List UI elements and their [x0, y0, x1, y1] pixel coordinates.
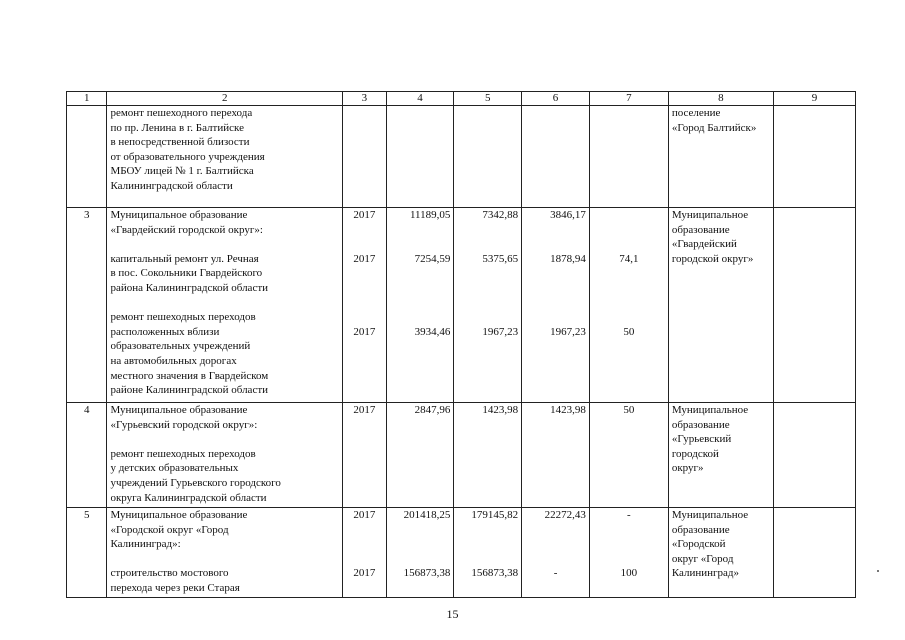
page-number: 15 [446, 607, 459, 621]
value-cell [522, 208, 590, 403]
percent-cell: 50 [589, 403, 668, 508]
table-row [67, 106, 856, 208]
description-line: «Гвардейский городской округ»: [110, 223, 263, 236]
description-line: на автомобильных дорогах [110, 354, 237, 367]
organization-line: «Гвардейский [671, 238, 737, 251]
amount-value: 156873,38 [403, 567, 451, 580]
year-value: 2017 [353, 209, 376, 221]
spacer [110, 432, 339, 447]
value-cell [454, 508, 522, 598]
description-line: ремонт пешеходных переходов [110, 447, 256, 460]
value-cell: 1423,98 [454, 403, 522, 508]
description-line: по пр. Ленина в г. Балтийске [110, 121, 244, 134]
amount-value: 7254,59 [414, 252, 451, 265]
percent-cell [589, 106, 668, 208]
amount-value: 3934,46 [414, 325, 451, 338]
value-cell [386, 508, 454, 598]
organization-line: городской [671, 447, 719, 460]
amount-value: 11189,05 [409, 209, 451, 221]
description-line: местного значения в Гвардейском [110, 369, 269, 382]
organization-line: поселение [671, 107, 721, 119]
table-row [67, 403, 856, 508]
organization-line: округ» [671, 462, 704, 475]
year-cell: 2017 [343, 403, 386, 508]
empty-cell [774, 106, 856, 208]
description-cell [107, 106, 343, 208]
scan-speck [877, 570, 879, 572]
column-header: 9 [774, 92, 856, 106]
organization-line: Муниципальное [671, 404, 749, 416]
description-cell [107, 508, 343, 598]
year-value: 2017 [353, 567, 376, 580]
organization-line: образование [671, 223, 730, 236]
percent-value: - [627, 509, 631, 521]
organization-cell [668, 508, 773, 598]
budget-table [66, 91, 856, 598]
description-line: перехода через реки Старая [110, 581, 240, 594]
percent-cell [589, 508, 668, 598]
row-number-cell: 3 [67, 208, 107, 403]
column-header: 4 [386, 92, 454, 106]
amount-value: 1878,94 [550, 252, 586, 265]
amount-value: 201418,25 [403, 509, 451, 521]
description-line: расположенных вблизи [110, 325, 220, 338]
description-line: района Калининградской области [110, 281, 269, 294]
organization-line: образование [671, 523, 730, 536]
amount-value: 156873,38 [471, 567, 519, 580]
description-line: от образовательного учреждения [110, 150, 265, 163]
amount-value: 22272,43 [544, 509, 586, 521]
description-line: образовательных учреждений [110, 340, 251, 353]
organization-cell [668, 106, 773, 208]
row-number-cell: 4 [67, 403, 107, 508]
spacer [110, 237, 339, 252]
description-line: у детских образовательных [110, 462, 239, 475]
amount-value: 3846,17 [550, 209, 586, 221]
value-cell [454, 106, 522, 208]
percent-cell [589, 208, 668, 403]
value-cell [454, 208, 522, 403]
empty-cell [774, 508, 856, 598]
column-header: 2 [107, 92, 343, 106]
description-line: «Городской округ «Город [110, 523, 229, 536]
spacer [110, 552, 339, 567]
description-line: Калининград»: [110, 538, 181, 551]
amount-value: 7342,88 [482, 209, 519, 221]
value-cell [522, 508, 590, 598]
empty-cell [774, 208, 856, 403]
organization-line: «Гурьевский [671, 433, 732, 446]
column-header: 8 [668, 92, 773, 106]
percent-value: 50 [623, 325, 635, 338]
column-header: 6 [522, 92, 590, 106]
description-line: районе Калининградской области [110, 384, 269, 397]
organization-line: округ «Город [671, 552, 734, 565]
percent-value: 74,1 [619, 252, 639, 265]
description-line: строительство мостового [110, 567, 229, 580]
description-line: Муниципальное образование [110, 209, 248, 221]
row-number-cell [67, 106, 107, 208]
description-line: МБОУ лицей № 1 г. Балтийска [110, 165, 254, 178]
table-row [67, 208, 856, 403]
organization-line: Калининград» [671, 567, 740, 580]
row-number-cell: 5 [67, 508, 107, 598]
organization-line: «Город Балтийск» [671, 121, 757, 134]
amount-value: 5375,65 [482, 252, 519, 265]
organization-line: городской округ» [671, 252, 754, 265]
column-header: 3 [343, 92, 386, 106]
organization-line: «Городской [671, 538, 726, 551]
year-value: 2017 [353, 509, 376, 521]
amount-value: - [553, 567, 558, 580]
description-line: в пос. Сокольники Гвардейского [110, 267, 263, 280]
column-header: 1 [67, 92, 107, 106]
value-cell [522, 106, 590, 208]
value-cell: 1423,98 [522, 403, 590, 508]
description-cell [107, 208, 343, 403]
table-row [67, 508, 856, 598]
description-line: Калининградской области [110, 179, 233, 192]
organization-cell [668, 208, 773, 403]
year-value: 2017 [353, 252, 376, 265]
description-line: капитальный ремонт ул. Речная [110, 252, 259, 265]
value-cell [386, 106, 454, 208]
description-line: учреждений Гурьевского городского [110, 476, 281, 489]
column-header: 7 [589, 92, 668, 106]
description-cell [107, 403, 343, 508]
description-line: «Гурьевский городской округ»: [110, 418, 258, 431]
description-line: Муниципальное образование [110, 404, 248, 416]
spacer [110, 296, 339, 311]
description-line: округа Калининградской области [110, 491, 267, 504]
organization-cell [668, 403, 773, 508]
year-cell [343, 106, 386, 208]
value-cell: 2847,96 [386, 403, 454, 508]
empty-cell [774, 403, 856, 508]
table-header-row [67, 92, 856, 106]
description-line: Муниципальное образование [110, 509, 248, 521]
amount-value: 179145,82 [471, 509, 519, 521]
description-line: ремонт пешеходных переходов [110, 311, 256, 324]
amount-value: 1967,23 [482, 325, 519, 338]
year-value: 2017 [353, 325, 376, 338]
organization-line: Муниципальное [671, 209, 749, 221]
percent-value: 100 [620, 567, 638, 580]
organization-line: образование [671, 418, 730, 431]
amount-value: 1967,23 [550, 325, 586, 338]
year-cell [343, 508, 386, 598]
organization-line: Муниципальное [671, 509, 749, 521]
value-cell [386, 208, 454, 403]
description-line: ремонт пешеходного перехода [110, 107, 253, 119]
year-cell [343, 208, 386, 403]
description-line: в непосредственной близости [110, 136, 250, 149]
column-header: 5 [454, 92, 522, 106]
